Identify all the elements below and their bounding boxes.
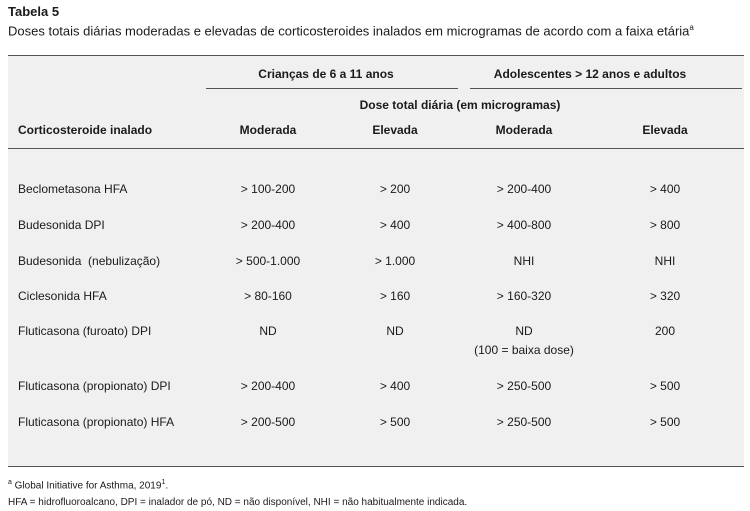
row-child-high: > 400 (379, 379, 411, 393)
dose-table (8, 55, 744, 467)
row-adult-high: > 800 (649, 218, 681, 232)
row-drug: Fluticasona (propionato) DPI (18, 379, 171, 393)
header-group-children: Crianças de 6 a 11 anos (258, 67, 394, 81)
row-child-high: > 160 (379, 289, 411, 303)
table-title-text: Doses totais diárias moderadas e elevadas de corticosteroides inalados em microgramas de acordo com a faixa etária (8, 23, 690, 39)
row-child-high: > 500 (379, 415, 411, 429)
header-group-adults: Adolescentes > 12 anos e adultos (493, 67, 687, 81)
group-children-rule (206, 88, 458, 89)
row-adult-high: > 320 (649, 289, 681, 303)
row-child-high: ND (386, 324, 404, 338)
footnote-citation-number: 1 (161, 479, 166, 486)
header-col-adult-high: Elevada (642, 123, 688, 137)
footnote-abbreviations: HFA = hidrofluoroalcano, DPI = inalador de pó, ND = não disponível, NHI = não habitualmente indicada. (8, 497, 468, 509)
row-drug: Fluticasona (furoato) DPI (18, 324, 152, 338)
table-title-footnote-marker: a (689, 23, 694, 32)
footnote-reference (8, 474, 467, 494)
row-adult-moderate: > 250-500 (496, 415, 552, 429)
header-separator (8, 148, 744, 149)
row-child-moderate: > 500-1.000 (235, 254, 301, 268)
row-drug: Budesonida (nebulização) (18, 254, 161, 268)
row-child-moderate: > 80-160 (244, 289, 292, 303)
header-dose-total: Dose total diária (em microgramas) (359, 98, 561, 112)
row-child-moderate: > 200-500 (240, 415, 296, 429)
header-col-adult-moderate: Moderada (495, 123, 553, 137)
row-adult-high: > 400 (649, 182, 681, 196)
row-adult-moderate: > 250-500 (496, 379, 552, 393)
row-child-high: > 200 (379, 182, 411, 196)
row-adult-high: > 500 (649, 415, 681, 429)
row-child-high: > 1.000 (374, 254, 416, 268)
row-child-high: > 400 (379, 218, 411, 232)
row-adult-high: > 500 (649, 379, 681, 393)
row-adult-moderate: > 200-400 (496, 182, 552, 196)
row-adult-moderate: ND (515, 324, 533, 338)
row-child-moderate: > 200-400 (240, 379, 296, 393)
table-caption (8, 4, 694, 39)
row-adult-moderate-note: (100 = baixa dose) (474, 343, 574, 357)
row-child-moderate: > 200-400 (240, 218, 296, 232)
table-title (8, 20, 694, 39)
row-drug: Ciclesonida HFA (18, 289, 107, 303)
row-child-moderate: > 100-200 (240, 182, 296, 196)
row-adult-high: 200 (654, 324, 676, 338)
row-child-moderate: ND (259, 324, 277, 338)
footnote-marker: a (8, 479, 12, 486)
row-adult-moderate: NHI (513, 254, 535, 268)
header-col-child-high: Elevada (372, 123, 418, 137)
row-drug: Budesonida DPI (18, 218, 105, 232)
footnote-reference-text: Global Initiative for Asthma, 2019 (11, 480, 162, 492)
header-col-child-moderate: Moderada (239, 123, 297, 137)
footnote-reference-end: . (165, 480, 169, 492)
group-adults-rule (470, 88, 742, 89)
row-adult-moderate: > 400-800 (496, 218, 552, 232)
row-adult-moderate: > 160-320 (496, 289, 552, 303)
header-col-drug: Corticosteroide inalado (18, 123, 153, 137)
row-adult-high: NHI (654, 254, 676, 268)
table-footnotes (8, 474, 467, 511)
row-drug: Beclometasona HFA (18, 182, 128, 196)
row-drug: Fluticasona (propionato) HFA (18, 415, 175, 429)
table-label: Tabela 5 (8, 4, 60, 19)
